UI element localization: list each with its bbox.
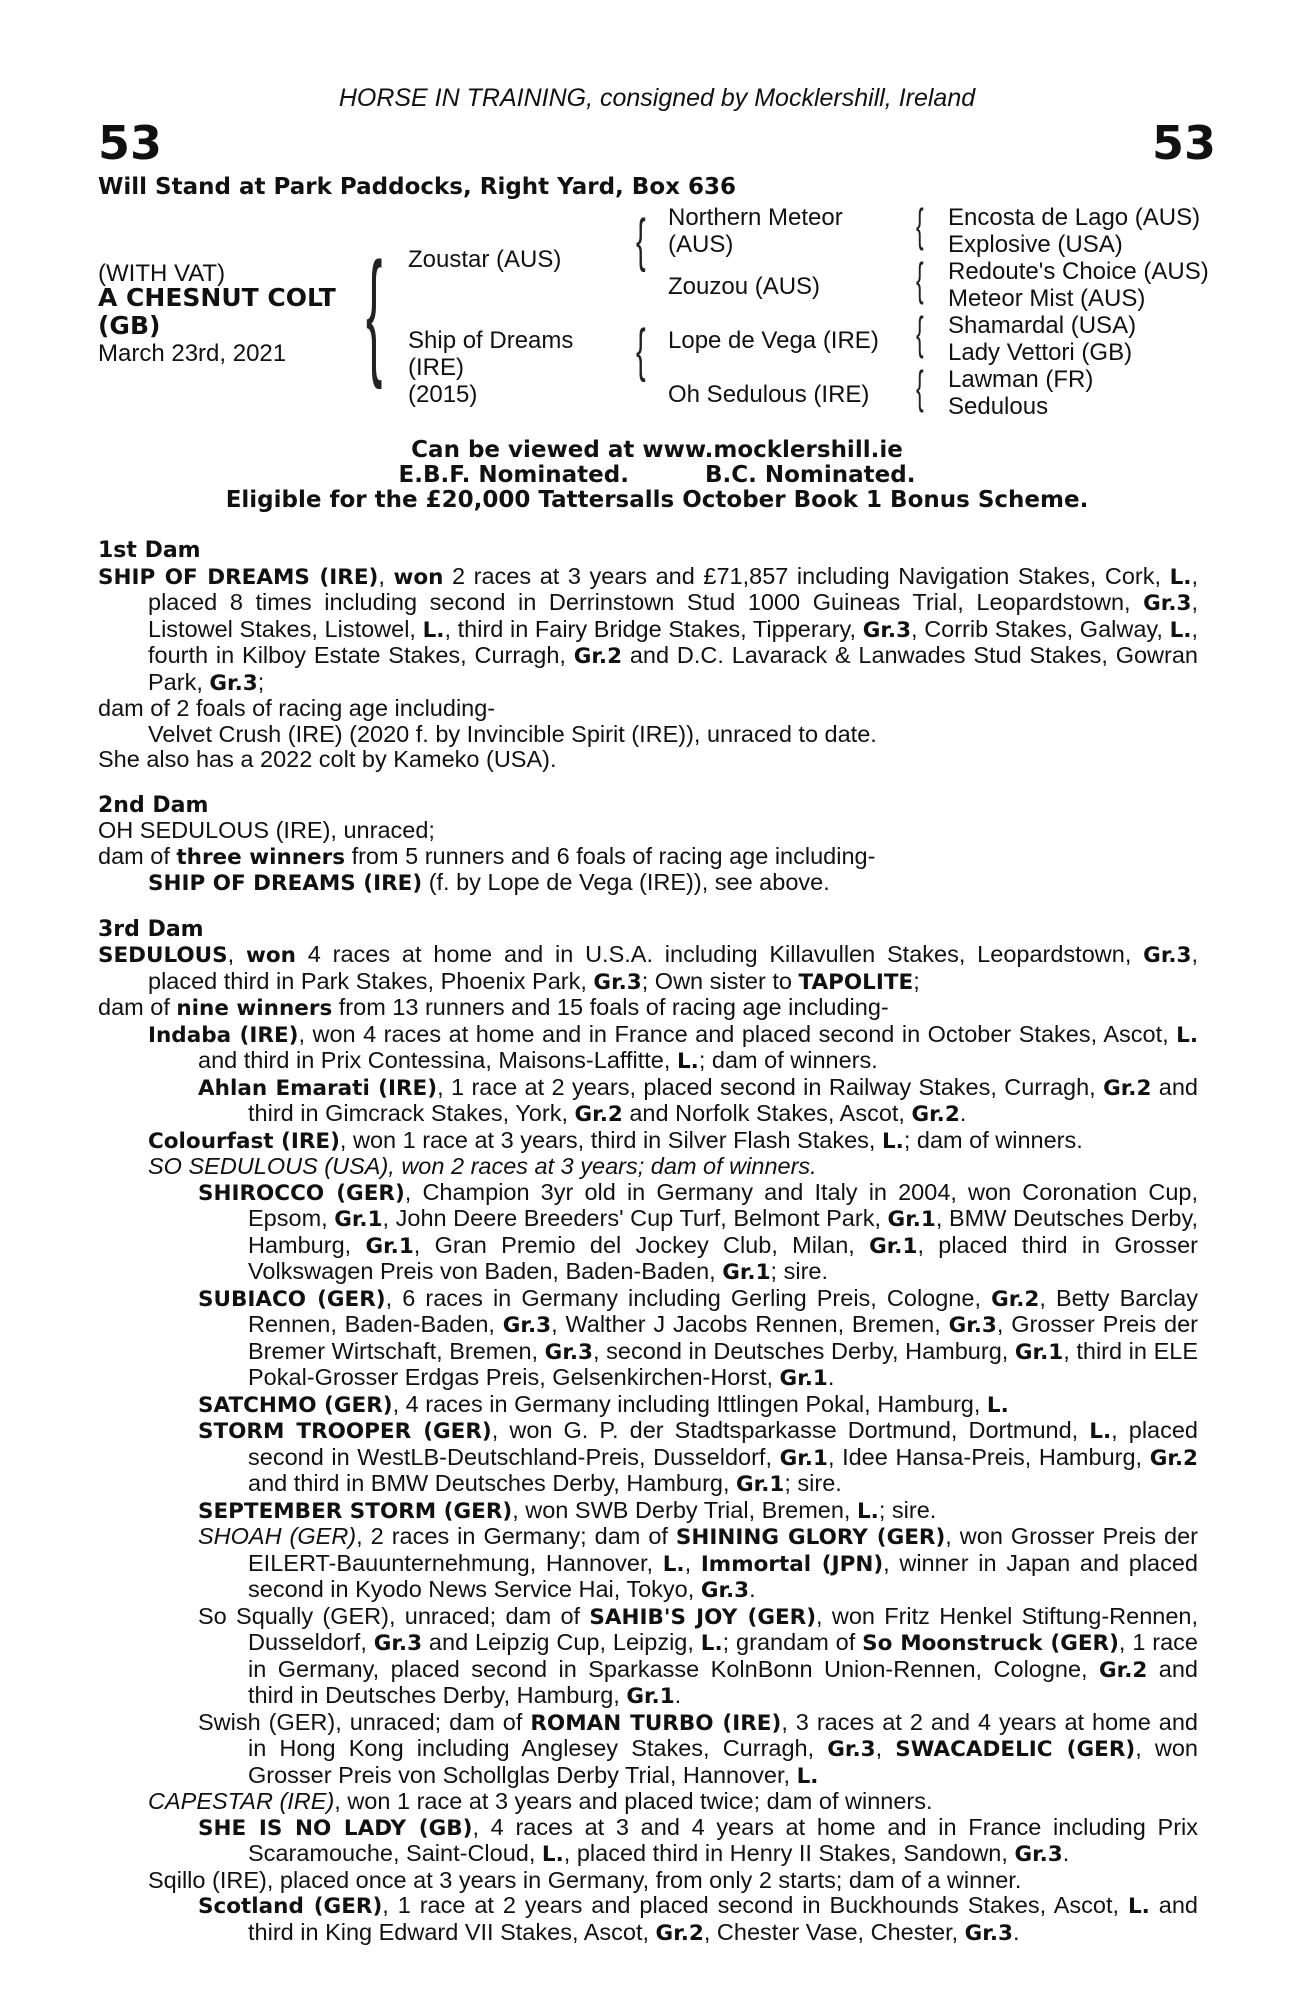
pedigree-brace: {	[916, 361, 924, 413]
second-dam-heading: 2nd Dam	[98, 792, 209, 818]
granddam-4: Sedulous	[948, 393, 1049, 420]
lot-number-left: 53	[98, 116, 163, 170]
bc-nominated: B.C. Nominated.	[704, 462, 916, 488]
pedigree-brace: {	[636, 318, 646, 383]
first-dam-heading: 1st Dam	[98, 538, 201, 563]
bonus-scheme: Eligible for the £20,000 Tattersalls October Book 1 Bonus Scheme.	[225, 487, 1089, 513]
sire: Zoustar (AUS)	[408, 246, 562, 273]
dam-name: Ship of Dreams	[408, 327, 574, 354]
pedigree-brace: {	[916, 307, 924, 359]
horse-description: A CHESNUT COLT	[98, 283, 336, 312]
produce-record: 1st Dam SHIP OF DREAMS (IRE), won 2 races at 3 years and £71,857 including Navigation Stakes, Cork, L., placed 8 times including second in Derrinstown Stud 1000 Guineas Trial, Leopardstown, Gr.3, Listowel Stakes, Listowel, L., third in Fairy Bridge Stakes, Tipperary, Gr.3, Corrib Stakes, Galway, L., fourth in Kilboy Estate Stakes, Curragh, Gr.2 and D.C. Lavarack & Lanwades Stud Stakes, Gowran Park, Gr.3; dam of 2 foals of racing age including- Velvet Crush (IRE) (2020 f. by Invincible Spirit (IRE)), unraced to date. She also has a 2022 colt by Kameko (USA). 2nd Dam OH SEDULOUS (IRE), unraced; dam of three winners from 5 runners and 6 foals of racing age including- SHIP OF DREAMS (IRE) (f. by Lope de Vega (IRE)), see above. 3rd Dam SEDULOUS, won 4 races at home and in U.S.A. including Killavullen Stakes, Leopardstown, Gr.3, placed third in Park Stakes, Phoenix Park, Gr.3; Own sister to TAPOLITE; dam of nine winners from 13 runners and 15 foals of racing age including- Indaba (IRE), won 4 races at home and in France and placed second in October Stakes, Ascot, L. and third in Prix Contessina, Maisons-Laffitte, L.; dam of winners. Ahlan Emarati (IRE), 1 race at 2 years, placed second in Railway Stakes, Curragh, Gr.2 and third in Gimcrack Stakes, York, Gr.2 and Norfolk Stakes, Ascot, Gr.2. Colourfast (IRE), won 1 race at 3 years, third in Silver Flash Stakes, L.; dam of winners. SO SEDULOUS (USA), won 2 races at 3 years; dam of winners. SHIROCCO (GER), Champion 3yr old in Germany and Italy in 2004, won Coronation Cup, Epsom, Gr.1, John Deere Breeders' Cup Turf, Belmont Park, Gr.1, BMW Deutsches Derby, Hamburg, Gr.1, Gran Premio del Jockey Club, Milan, Gr.1, placed third in Grosser Volkswagen Preis von Baden, Baden-Baden, Gr.1; sire. SUBIACO (GER), 6 races in Germany including Gerling Preis, Cologne, Gr.2, Betty Barclay Rennen, Baden-Baden, Gr.3, Walther J Jacobs Rennen, Bremen, Gr.3, Grosser Preis der Bremer Wirtschaft, Bremen, Gr.3, second in Deutsches Derby, Hamburg, Gr.1, third in ELE Pokal-Grosser Erdgas Preis, Gelsenkirchen-Horst, Gr.1. SATCHMO (GER), 4 races in Germany including Ittlingen Pokal, Hamburg, L. STORM TROOPER (GER), won G. P. der Stadtsparkasse Dortmund, Dortmund, L., placed second in WestLB-Deutschland-Preis, Dusseldorf, Gr.1, Idee Hansa-Preis, Hamburg, Gr.2 and third in BMW Deutsches Derby, Hamburg, Gr.1; sire. SEPTEMBER STORM (GER), won SWB Derby Trial, Bremen, L.; sire. SHOAH (GER), 2 races in Germany; dam of SHINING GLORY (GER), won Grosser Preis der EILERT-Bauunternehmung, Hannover, L., Immortal (JPN), winner in Japan and placed second in Kyodo News Service Hai, Tokyo, Gr.3. So Squally (GER), unraced; dam of SAHIB'S JOY (GER), won Fritz Henkel Stiftung-Rennen, Dusseldorf, Gr.3 and Leipzig Cup, Leipzig, L.; grandam of So Moonstruck (GER), 1 race in Germany, placed second in Sparkasse KolnBonn Union-Rennen, Cologne, Gr.2 and third in Deutsches Derby, Hamburg, Gr.1. Swish (GER), unraced; dam of ROMAN TURBO (IRE), 3 races at 2 and 4 years at home and in Hong Kong including Anglesey Stakes, Curragh, Gr.3, SWACADELIC (GER), won Grosser Preis von Schollglas Derby Trial, Hannover, L. CAPESTAR (IRE), won 1 race at 3 years and placed twice; dam of winners. SHE IS NO LADY (GB), 4 races at 3 and 4 years at home and in France including Prix Scaramouche, Saint-Cloud, L., placed third in Henry II Stakes, Sandown, Gr.3. Sqillo (IRE), placed once at 3 years in Germany, from only 2 starts; dam of a winner. Scotland (GER), 1 race at 2 years and placed second in Buckhounds Stakes, Ascot, L. and third in King Edward VII Stakes, Ascot, Gr.2, Chester Vase, Chester, Gr.3.	[98, 538, 1199, 1946]
grandsire-3: Shamardal (USA)	[948, 312, 1137, 339]
pedigree-brace: {	[636, 208, 646, 273]
granddam-3: Lady Vettori (GB)	[948, 339, 1133, 366]
dam-record: SHIP OF DREAMS (IRE), won 2 races at 3 years and £71,857 including Navigation Stakes, Cork, L., placed 8 times including second in Derrinstown Stud 1000 Guineas Trial, Leopardstown, Gr.3, Listowel Stakes, Listowel, L., third in Fairy Bridge Stakes, Tipperary, Gr.3, Corrib Stakes, Galway, L., fourth in Kilboy Estate Stakes, Curragh, Gr.2 and D.C. Lavarack & Lanwades Stud Stakes, Gowran Park, Gr.3;	[98, 562, 1198, 696]
stand-location: Will Stand at Park Paddocks, Right Yard, Box 636	[98, 174, 736, 200]
sire-sire-name: Northern Meteor	[668, 204, 843, 231]
dam-country: (IRE)	[408, 354, 464, 381]
dam-sire: Lope de Vega (IRE)	[668, 327, 879, 354]
lot-number-right: 53	[1151, 116, 1216, 170]
dam-dam: Oh Sedulous (IRE)	[668, 381, 870, 408]
pedigree-brace: {	[916, 199, 924, 251]
grandsire-4: Lawman (FR)	[948, 366, 1094, 393]
granddam-1: Explosive (USA)	[948, 231, 1123, 258]
foaling-date: March 23rd, 2021	[98, 340, 287, 367]
third-dam-heading: 3rd Dam	[98, 916, 204, 942]
sire-dam: Zouzou (AUS)	[668, 273, 821, 300]
sire-sire-country: (AUS)	[668, 231, 734, 258]
viewing-link: Can be viewed at www.mocklershill.ie	[411, 437, 903, 463]
ebf-nominated: E.B.F. Nominated.	[398, 462, 629, 488]
grandsire-2: Redoute's Choice (AUS)	[948, 258, 1209, 285]
dam-year: (2015)	[408, 381, 478, 408]
consignor-header: HORSE IN TRAINING, consigned by Mocklershill, Ireland	[338, 84, 976, 112]
grandsire-1: Encosta de Lago (AUS)	[948, 204, 1201, 231]
horse-origin: (GB)	[98, 311, 161, 340]
vat-note: (WITH VAT)	[98, 260, 226, 287]
pedigree-brace: {	[366, 233, 383, 390]
granddam-2: Meteor Mist (AUS)	[948, 285, 1146, 312]
pedigree-brace: {	[916, 253, 924, 305]
